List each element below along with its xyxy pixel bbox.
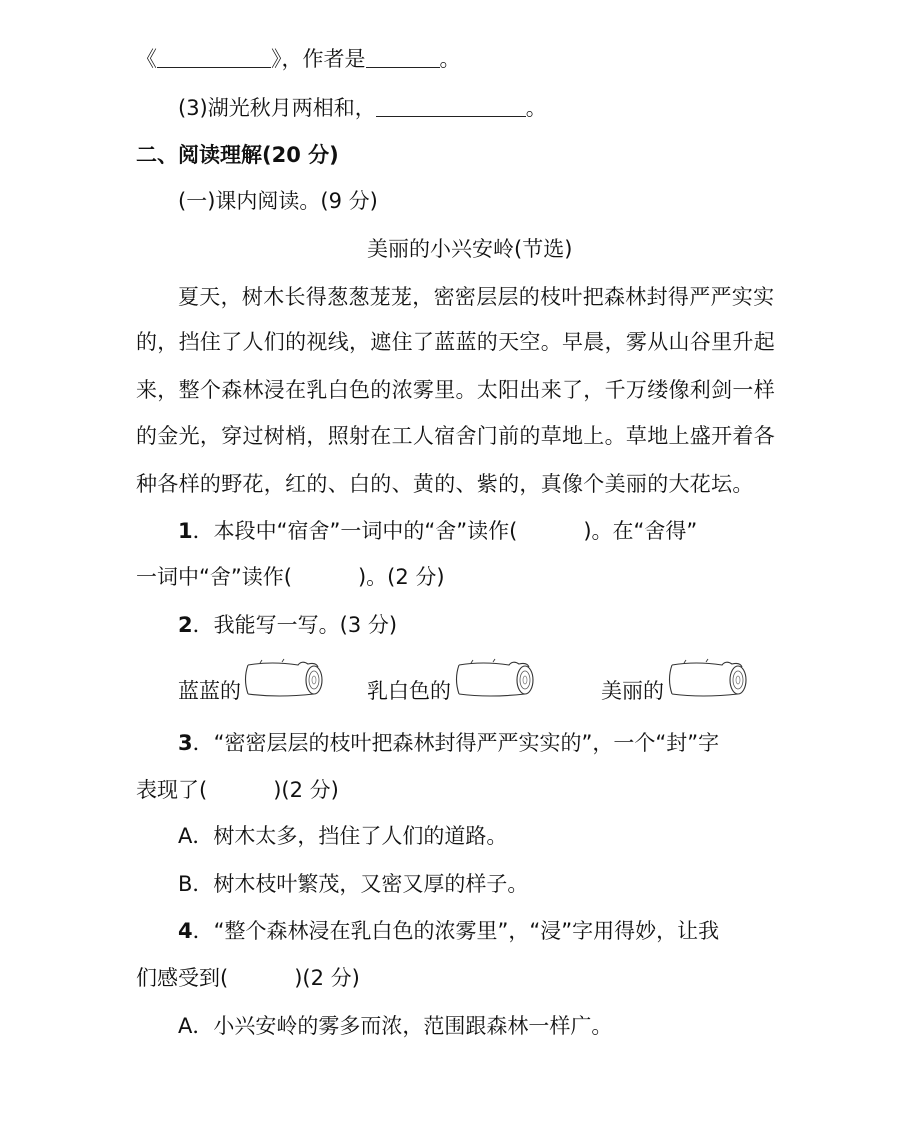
question-3-line-2: [136, 775, 339, 805]
period: 。: [439, 47, 461, 71]
question-text: 们感受到(: [136, 966, 229, 990]
choice-option[interactable]: A．树木太多，挡住了人们的道路。: [178, 824, 508, 848]
question-text: ．“密密层层的枝叶把森林封得严严实实的”，一个“封”字: [192, 731, 720, 755]
choice-option[interactable]: A．小兴安岭的雾多而浓，范围跟森林一样广。: [178, 1014, 613, 1038]
question-text: 一词中“舍”读作(: [136, 565, 292, 589]
poem-line-3-text: (3)湖光秋月两相和，: [178, 96, 376, 120]
word-prompt-3: 美丽的: [601, 679, 664, 703]
question-4-line-1: [178, 916, 719, 946]
poem-line-3: [178, 93, 547, 123]
question-number: 2: [178, 613, 193, 637]
fill-blank-title-author: [136, 44, 461, 74]
passage-line: 夏天，树木长得葱葱茏茏，密密层层的枝叶把森林封得严严实实: [178, 285, 775, 309]
question-text: ．“整个森林浸在乳白色的浓雾里”，“浸”字用得妙，让我: [192, 919, 720, 943]
author-prompt: 》，作者是: [271, 47, 366, 71]
question-text: 表现了(: [136, 778, 208, 802]
question-text: )。在“舍得”: [583, 519, 698, 543]
passage-line: 的金光，穿过树梢，照射在工人宿舍门前的草地上。草地上盛开着各: [136, 424, 775, 448]
question-text: ．我能写一写。(3 分): [192, 613, 398, 637]
question-number: 1: [178, 519, 193, 543]
book-title-blank[interactable]: [157, 45, 271, 68]
question-text: )(2 分): [273, 778, 339, 802]
author-blank[interactable]: [366, 45, 440, 68]
question-text: )。(2 分): [357, 565, 445, 589]
question-text: ．本段中“宿舍”一词中的“舍”读作(: [192, 519, 518, 543]
passage-line: 来，整个森林浸在乳白色的浓雾里。太阳出来了，千万缕像利剑一样: [136, 378, 775, 402]
question-1-line-2: [136, 562, 445, 592]
word-prompt-2: 乳白色的: [367, 679, 451, 703]
part-heading: (一)课内阅读。(9 分): [178, 189, 378, 213]
question-text: )(2 分): [294, 966, 360, 990]
log-shaped-answer-box[interactable]: [666, 657, 750, 701]
poem-line-3-blank[interactable]: [376, 94, 526, 117]
question-number: 4: [178, 919, 193, 943]
period: 。: [525, 96, 547, 120]
question-3-line-1: [178, 728, 719, 758]
word-prompt-1: 蓝蓝的: [178, 679, 241, 703]
section-heading: 二、阅读理解(20 分): [136, 143, 339, 167]
passage-line: 的，挡住了人们的视线，遮住了蓝蓝的天空。早晨，雾从山谷里升起: [136, 330, 775, 354]
question-2: [178, 610, 397, 640]
question-4-line-2: [136, 963, 360, 993]
log-shaped-answer-box[interactable]: [242, 657, 326, 701]
question-number: 3: [178, 731, 193, 755]
log-shaped-answer-box[interactable]: [453, 657, 537, 701]
choice-option[interactable]: B．树木枝叶繁茂，又密又厚的样子。: [178, 872, 529, 896]
open-book-quote: 《: [136, 47, 157, 71]
passage-title: 美丽的小兴安岭(节选): [367, 237, 573, 261]
question-1-line-1: [178, 516, 697, 546]
passage-line: 种各样的野花，红的、白的、黄的、紫的，真像个美丽的大花坛。: [136, 472, 754, 496]
